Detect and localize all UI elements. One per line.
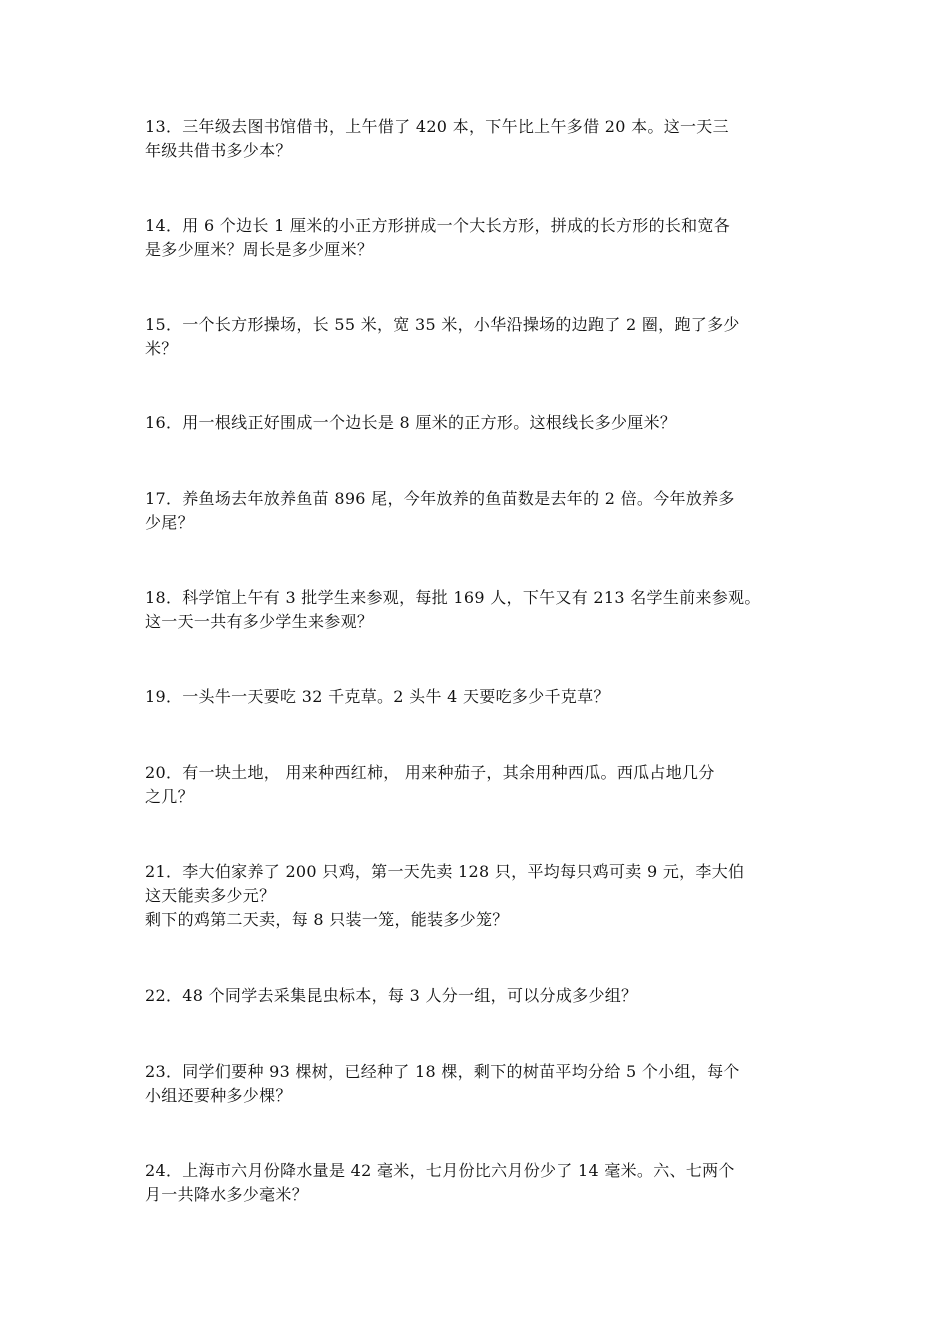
problem-line: 这天能卖多少元？ (145, 886, 276, 905)
problem-line: 剩下的鸡第二天卖，每 8 只装一笼，能装多少笼？ (145, 910, 509, 929)
problem-21 (145, 860, 815, 932)
problem-line: 月一共降水多少毫米？ (145, 1185, 309, 1204)
problem-13 (145, 115, 815, 163)
problem-23 (145, 1060, 815, 1108)
problem-line: 20．有一块土地， 用来种西红柿， 用来种茄子，其余用种西瓜。西瓜占地几分 (145, 763, 715, 782)
problem-line: 米？ (145, 339, 178, 358)
problem-line: 19．一头牛一天要吃 32 千克草。2 头牛 4 天要吃多少千克草？ (145, 687, 610, 706)
problem-line: 24．上海市六月份降水量是 42 毫米，七月份比六月份少了 14 毫米。六、七两个 (145, 1161, 735, 1180)
problem-line: 13．三年级去图书馆借书，上午借了 420 本，下午比上午多借 20 本。这一天三 (145, 117, 729, 136)
problem-24 (145, 1159, 815, 1207)
problem-17 (145, 487, 815, 535)
problem-line: 年级共借书多少本？ (145, 141, 292, 160)
problem-15 (145, 313, 815, 361)
problem-line: 14．用 6 个边长 1 厘米的小正方形拼成一个大长方形，拼成的长方形的长和宽各 (145, 216, 731, 235)
problem-22 (145, 984, 815, 1008)
problem-line: 这一天一共有多少学生来参观？ (145, 612, 374, 631)
problem-line: 18．科学馆上午有 3 批学生来参观，每批 169 人，下午又有 213 名学生前来参观。 (145, 588, 761, 607)
problem-20 (145, 761, 815, 809)
problem-line: 之几？ (145, 787, 194, 806)
problem-line: 是多少厘米？周长是多少厘米？ (145, 240, 374, 259)
problem-line: 17．养鱼场去年放养鱼苗 896 尾，今年放养的鱼苗数是去年的 2 倍。今年放养多 (145, 489, 735, 508)
problem-14 (145, 214, 815, 262)
problem-line: 23．同学们要种 93 棵树，已经种了 18 棵，剩下的树苗平均分给 5 个小组，每个 (145, 1062, 740, 1081)
problem-line: 21．李大伯家养了 200 只鸡，第一天先卖 128 只，平均每只鸡可卖 9 元，李大伯 (145, 862, 745, 881)
problem-line: 小组还要种多少棵？ (145, 1086, 292, 1105)
problem-line: 16．用一根线正好围成一个边长是 8 厘米的正方形。这根线长多少厘米？ (145, 413, 677, 432)
problem-line: 22．48 个同学去采集昆虫标本，每 3 人分一组，可以分成多少组？ (145, 986, 638, 1005)
problem-line: 15．一个长方形操场，长 55 米，宽 35 米，小华沿操场的边跑了 2 圈，跑了多少 (145, 315, 740, 334)
problem-16 (145, 411, 815, 435)
problem-line: 少尾？ (145, 513, 194, 532)
problem-19 (145, 685, 815, 709)
problem-18 (145, 586, 815, 634)
